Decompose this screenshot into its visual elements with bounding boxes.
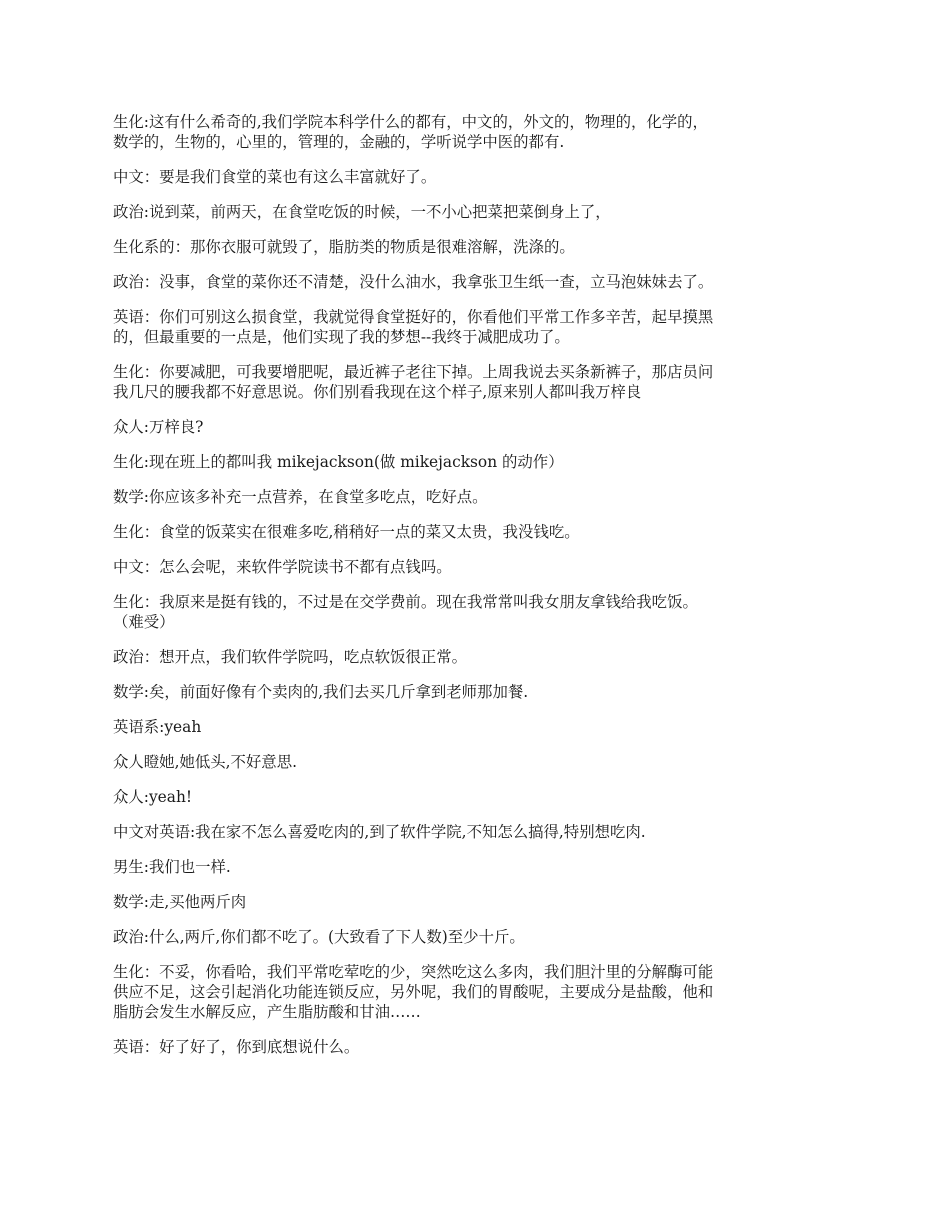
paragraph-20: 男生:我们也一样.: [113, 858, 231, 876]
paragraph-7: 生化：你要减肥，可我要增肥呢，最近裤子老往下掉。上周我说去买条新裤子，那店员问 我几尺的腰我都不好意思说。你们别看我现在这个样子,原来别人都叫我万梓良: [113, 363, 714, 401]
paragraph-6: 英语：你们可别这么损食堂，我就觉得食堂挺好的，你看他们平常工作多辛苦，起早摸黑 的，但最重要的一点是，他们实现了我的梦想--我终于减肥成功了。: [113, 308, 714, 346]
paragraph-23: 生化：不妥，你看哈，我们平常吃荤吃的少，突然吃这么多肉，我们胆汁里的分解酶可能 供应不足，这会引起消化功能连锁反应，另外呢，我们的胃酸呢，主要成分是盐酸，他和 脂肪会发生水解反应，产生脂肪酸和甘油……: [113, 963, 714, 1021]
paragraph-14: 政治：想开点，我们软件学院吗，吃点软饭很正常。: [113, 648, 467, 666]
paragraph-3: 政治:说到菜，前两天，在食堂吃饭的时候，一不小心把菜把菜倒身上了，: [113, 203, 611, 221]
paragraph-12: 中文：怎么会呢，来软件学院读书不都有点钱吗。: [113, 558, 452, 576]
paragraph-22: 政治:什么,两斤,你们都不吃了。(大致看了下人数)至少十斤。: [113, 928, 525, 946]
document-page: [113, 112, 840, 1072]
paragraph-15: 数学:矣，前面好像有个卖肉的,我们去买几斤拿到老师那加餐.: [113, 683, 529, 701]
paragraph-2: 中文：要是我们食堂的菜也有这么丰富就好了。: [113, 168, 437, 186]
paragraph-13: 生化：我原来是挺有钱的，不过是在交学费前。现在我常常叫我女朋友拿钱给我吃饭。 （难受）: [113, 593, 698, 631]
paragraph-18: 众人:yeah!: [113, 788, 193, 806]
paragraph-1: 生化:这有什么希奇的,我们学院本科学什么的都有，中文的，外文的，物理的，化学的， 数学的，生物的，心里的，管理的，金融的，学听说学中医的都有.: [113, 113, 708, 151]
paragraph-17: 众人瞪她,她低头,不好意思.: [113, 753, 297, 771]
paragraph-5: 政治：没事，食堂的菜你还不清楚，没什么油水，我拿张卫生纸一查，立马泡妹妹去了。: [113, 273, 714, 291]
paragraph-19: 中文对英语:我在家不怎么喜爱吃肉的,到了软件学院,不知怎么搞得,特别想吃肉.: [113, 823, 646, 841]
paragraph-21: 数学:走,买他两斤肉: [113, 893, 247, 911]
paragraph-10: 数学:你应该多补充一点营养，在食堂多吃点，吃好点。: [113, 488, 488, 506]
paragraph-11: 生化：食堂的饭菜实在很难多吃,稍稍好一点的菜又太贵，我没钱吃。: [113, 523, 580, 541]
paragraph-24: 英语：好了好了，你到底想说什么。: [113, 1038, 360, 1056]
paragraph-4: 生化系的：那你衣服可就毁了，脂肪类的物质是很难溶解，洗涤的。: [113, 238, 575, 256]
paragraph-8: 众人:万梓良?: [113, 418, 204, 436]
paragraph-9: 生化:现在班上的都叫我 mikejackson(做 mikejackson 的动作）: [113, 453, 564, 471]
paragraph-16: 英语系:yeah: [113, 718, 202, 736]
